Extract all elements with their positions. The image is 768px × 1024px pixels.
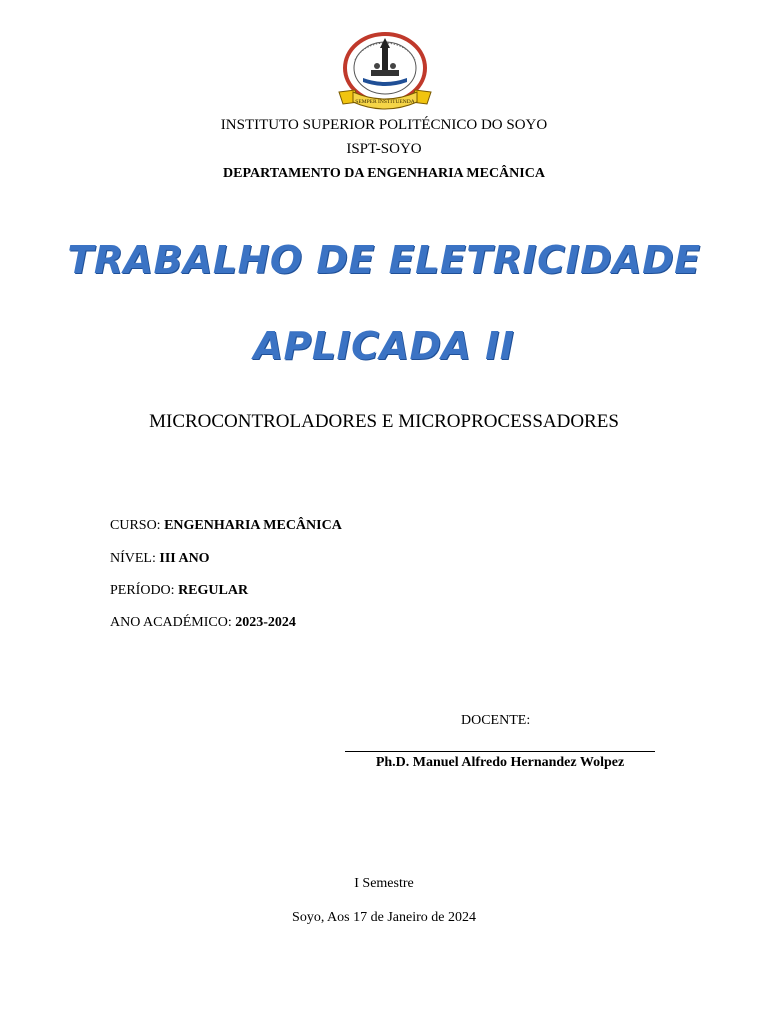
institution-logo <box>333 30 437 114</box>
docente-label: DOCENTE: <box>461 713 531 728</box>
info-period-label: PERÍODO: <box>110 583 179 598</box>
info-academic-year-value: 2023-2024 <box>235 615 296 630</box>
logo-motto: SEMPER INSTITUENDA <box>355 99 415 105</box>
info-course-value: ENGENHARIA MECÂNICA <box>164 518 342 533</box>
info-course-label: CURSO: <box>110 518 165 533</box>
info-period-value: REGULAR <box>178 583 249 598</box>
info-level <box>110 551 210 567</box>
semester: I Semestre <box>354 876 414 891</box>
department-name: DEPARTAMENTO DA ENGENHARIA MECÂNICA <box>223 166 545 181</box>
institution-acronym: ISPT-SOYO <box>346 141 422 157</box>
info-course <box>110 518 342 534</box>
document-title-line1: TRABALHO DE ELETRICIDADE <box>67 238 701 282</box>
docente-name: Ph.D. Manuel Alfredo Hernandez Wolpez <box>375 755 625 770</box>
place-date: Soyo, Aos 17 de Janeiro de 2024 <box>292 910 476 925</box>
info-academic-year <box>110 615 296 631</box>
document-title-line2: APLICADA II <box>253 324 515 368</box>
info-level-value: III ANO <box>159 551 210 566</box>
info-academic-year-label: ANO ACADÉMICO: <box>110 615 236 630</box>
document-subtitle: MICROCONTROLADORES E MICROPROCESSADORES <box>149 411 619 432</box>
institution-name: INSTITUTO SUPERIOR POLITÉCNICO DO SOYO <box>220 117 548 133</box>
info-period <box>110 583 248 599</box>
info-level-label: NÍVEL: <box>110 551 160 566</box>
signature-line <box>345 751 655 752</box>
